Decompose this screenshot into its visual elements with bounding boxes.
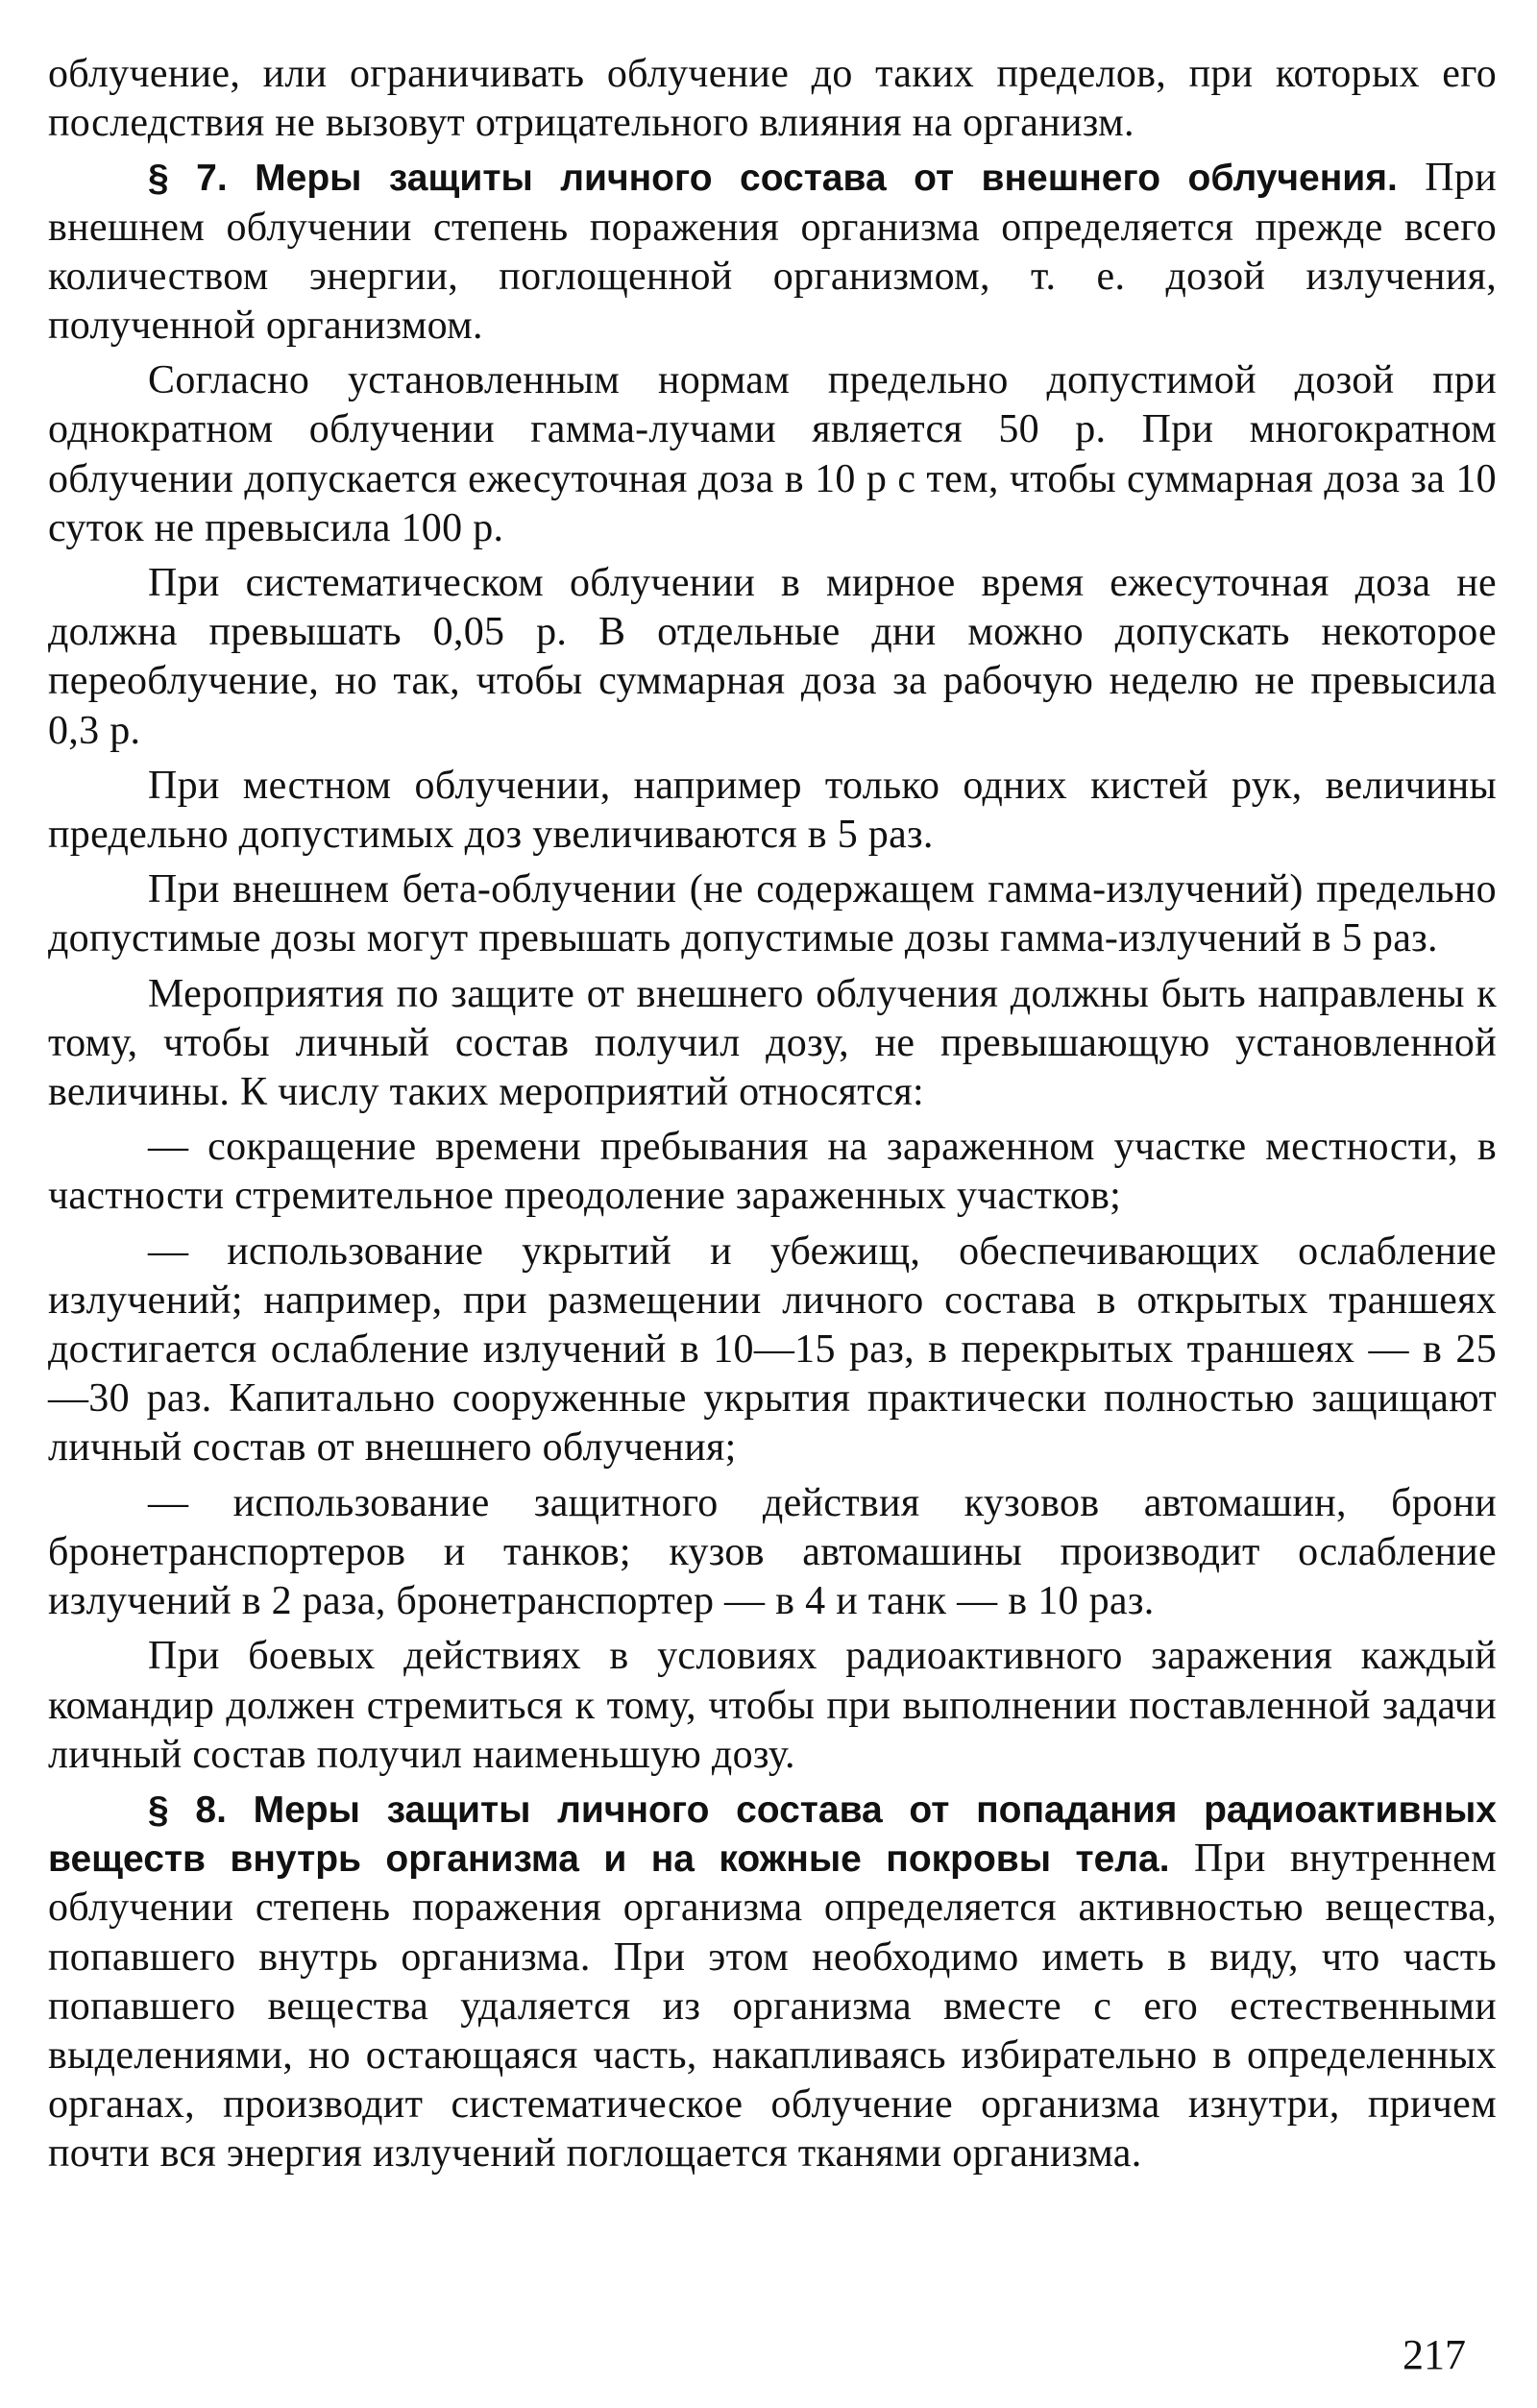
paragraph-measures-intro: Мероприятия по защите от внешнего облучения должны быть направлены к тому, чтобы личный состав получил дозу, не превышающую установленной величины. К числу таких мероприятий относятся: [48, 971, 1497, 1115]
list-item-vehicles: — использование защитного действия кузовов автомашин, брони бронетранспортеров и танков; кузов автомашины производит ослабление излучений в 2 раза, бронетранспортер — в 4 и танк — в 10 раз. [48, 1480, 1497, 1624]
document-page [48, 50, 1497, 2179]
paragraph-single-dose: Согласно установленным нормам предельно допустимой дозой при однократном облучении гамма-лучами является 50 р. При многократном облучении допускается ежесуточная доза в 10 р с тем, чтобы суммарная доза за 10 суток не превысила 100 р. [48, 358, 1497, 550]
section-8-heading: § 8. Меры защиты личного состава от попадания радиоактивных веществ внутрь организма и на кожные покровы тела. [48, 1788, 1497, 1881]
paragraph-local-exposure: При местном облучении, например только одних кистей рук, величины предельно допустимых доз увеличиваются в 5 раз. [48, 763, 1497, 858]
list-item-reduce-time: — сокращение времени пребывания на зараженном участке местности, в частности стремительное преодоление зараженных участков; [48, 1125, 1497, 1219]
paragraph-continuation: облучение, или ограничивать облучение до таких пределов, при которых его последствия не вызовут отрицательного влияния на организм. [48, 52, 1497, 146]
paragraph-beta-exposure: При внешнем бета-облучении (не содержащем гамма-излучений) предельно допустимые дозы могут превышать допустимые дозы гамма-излучений в 5 раз. [48, 867, 1497, 961]
section-7-heading: § 7. Меры защиты личного состава от внешнего облучения. [148, 158, 1398, 200]
page-number: 217 [1403, 2331, 1466, 2378]
paragraph-peacetime-dose: При систематическом облучении в мирное время ежесуточная доза не должна превышать 0,05 р. В отдельные дни можно допускать некоторое переоблучение, но так, чтобы суммарная доза за рабочую неделю не превысила 0,3 р. [48, 561, 1497, 753]
section-7-paragraph: § 7. Меры защиты личного состава от внешнего облучения. При внешнем облучении степень поражения организма определяется прежде всего количеством энергии, поглощенной организмом, т. е. дозой излучения, полученной организмом. [48, 156, 1497, 349]
list-item-shelters: — использование укрытий и убежищ, обеспечивающих ослабление излучений; например, при размещении личного состава в открытых траншеях достигается ослабление излучений в 10—15 раз, в перекрытых траншеях — в 25—30 раз. Капитально сооруженные укрытия практически полностью защищают личный состав от внешнего облучения; [48, 1228, 1497, 1471]
section-8-paragraph: § 8. Меры защиты личного состава от попадания радиоактивных веществ внутрь организма и на кожные покровы тела. При внутреннем облучении степень поражения организма определяется активностью вещества, попавшего внутрь организма. При этом необходимо иметь в виду, что часть попавшего вещества удаляется из организма вместе с его естественными выделениями, но остающаяся часть, накапливаясь избирательно в определенных органах, производит систематическое облучение организма изнутри, причем почти вся энергия излучений поглощается тканями организма. [48, 1788, 1497, 2177]
paragraph-commander-duty: При боевых действиях в условиях радиоактивного заражения каждый командир должен стремиться к тому, чтобы при выполнении поставленной задачи личный состав получил наименьшую дозу. [48, 1634, 1497, 1777]
